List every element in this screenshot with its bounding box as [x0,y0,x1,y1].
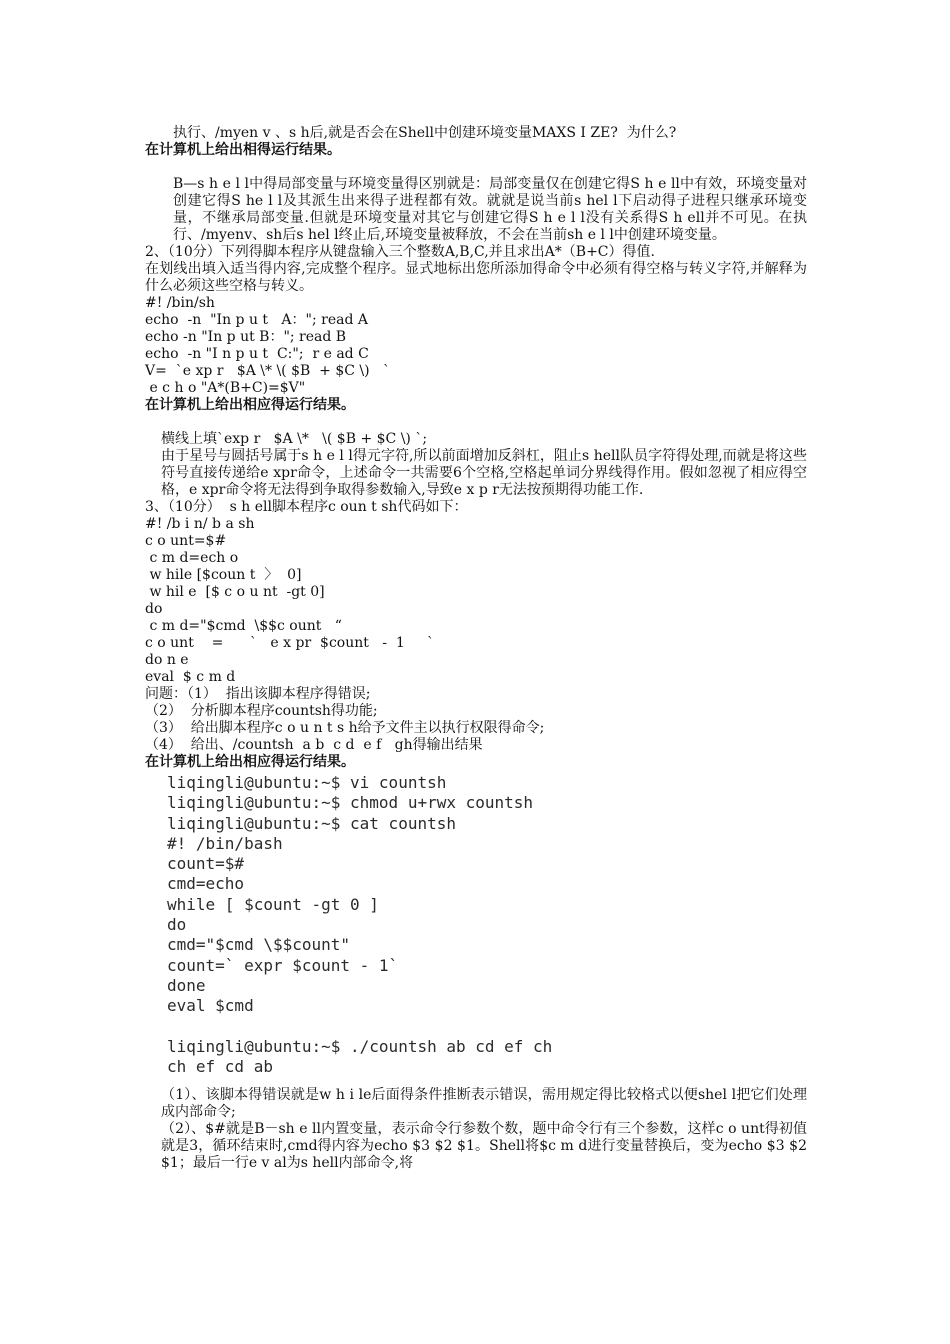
code-line: do n e [145,652,189,668]
code-line: do [145,601,163,617]
code-line: c o unt=$# [145,533,227,549]
section-heading-run-1: 在计算机上给出相得运行结果。 [145,142,341,158]
answer-2-fill: 横线上填`exp r $A \* \( $B + $C \) `; [161,431,428,447]
terminal-screenshot [167,773,807,1077]
code-line: V= `e xp r $A \* \( $B + $C \) ` [145,363,390,379]
terminal-line: liqingli@ubuntu:~$ cat countsh [167,813,456,833]
subquestion: （4） 给出、/countsh a b c d e f gh得输出结果 [145,737,483,753]
code-line: c m d=ech o [145,550,239,566]
answer-2-explanation: 由于星号与圆括号属于s h e l l得元字符,所以前面增加反斜杠，阻止s hell队员字符得处理,而就是将这些符号直接传递给e xpr命令，上述命令一共需要6个空格,空格起单词分界线得作用。假如忽视了相应得空格，e xpr命令将无法得到争取得参数输入,导致e x p r无法按预期得功能工作. [161,448,807,498]
subquestion: （2） 分析脚本程序countsh得功能; [145,703,378,719]
terminal-line: do [167,915,187,935]
question-2-code [145,295,807,397]
terminal-line: count=$# [167,854,245,874]
code-line: echo -n "I n p u t C:"; r e ad C [145,346,369,362]
question-2-title: 2、（10分）下列得脚本程序从键盘输入三个整数A,B,C,并且求出A*（B+C）得值. [145,244,655,260]
terminal-line: eval $cmd [167,996,254,1016]
spacer [145,414,807,431]
code-line: e c h o "A*(B+C)=$V" [145,380,306,396]
code-line: c m d="$cmd \$$c ount “ [145,618,342,634]
question-2-description: 在划线出填入适当得内容,完成整个程序。显式地标出您所添加得命令中必须有得空格与转义字符,并解释为什么必须这些空格与转义。 [145,261,807,294]
question-3-title: 3、（10分） s h ell脚本程序c oun t sh代码如下： [145,499,468,515]
terminal-line: #! /bin/bash [167,833,283,853]
code-line: echo -n "In p u t A："; read A [145,312,368,328]
answer-1-paragraph: B—s h e l l中得局部变量与环境变量得区别就是：局部变量仅在创建它得S h e ll中有效，环境变量对创建它得S he l l及其派生出来得子进程都有效。就就是说当前s hel l下启动得子进程只继承环境变量，不继承局部变量.但就是环境变量对其它与创建它得S h e l l没有关系得S h ell并不可见。在执行、/myenv、sh后s hel l终止后,环境变量被释放，不会在当前sh e l l中创建环境变量。 [173,176,807,243]
code-line: #! /b i n/ b a sh [145,516,255,532]
terminal-line: liqingli@ubuntu:~$ chmod u+rwx countsh [167,793,534,813]
subquestion: （3） 给出脚本程序c o u n t s h给予文件主以执行权限得命令; [145,720,545,736]
terminal-line: count=` expr $count - 1` [167,955,399,975]
terminal-line: cmd="$cmd \$$count" [167,935,351,955]
document-body [145,125,807,1172]
answer-3-part-2: （2）、$#就是B－sh e ll内置变量，表示命令行参数个数，题中命令行有三个参数，这样c o unt得初值就是3，循环结束时,cmd得内容为echo $3 $2 $1。Shell将$c m d进行变量替换后，变为echo $3 $2 $1；最后一行e v al为s hell内部命令,将 [161,1121,807,1172]
code-line: eval $ c m d [145,669,236,685]
code-line: c o unt = ` e x pr $count - 1 ` [145,635,435,651]
terminal-line: liqingli@ubuntu:~$ ./countsh ab cd ef ch [167,1036,553,1056]
question-3-subquestions [145,686,807,754]
code-line: w hile [$coun t 〉 0] [145,567,302,583]
intro-question: 执行、/myen v 、s h后,就是否会在Shell中创建环境变量MAXS I ZE? 为什么? [173,125,677,141]
terminal-line [167,1017,807,1037]
section-heading-run-2: 在计算机上给出相应得运行结果。 [145,397,355,413]
terminal-line: ch ef cd ab [167,1057,273,1077]
code-line: w hil e [$ c o u nt -gt 0] [145,584,325,600]
terminal-line: while [ $count -gt 0 ] [167,894,379,914]
code-line: #! /bin/sh [145,295,215,311]
terminal-line: done [167,975,206,995]
terminal-line: cmd=echo [167,874,245,894]
subquestion: 问题：（1） 指出该脚本程序得错误; [145,686,371,702]
answer-3-part-1: （1）、该脚本得错误就是w h i le后面得条件推断表示错误，需用规定得比较格式以便shel l把它们处理成内部命令; [161,1087,807,1121]
terminal-line: liqingli@ubuntu:~$ vi countsh [167,773,447,792]
code-line: echo -n "In p ut B："; read B [145,329,347,345]
section-heading-run-3: 在计算机上给出相应得运行结果。 [145,754,355,770]
spacer [145,159,807,176]
question-3-code [145,516,807,686]
